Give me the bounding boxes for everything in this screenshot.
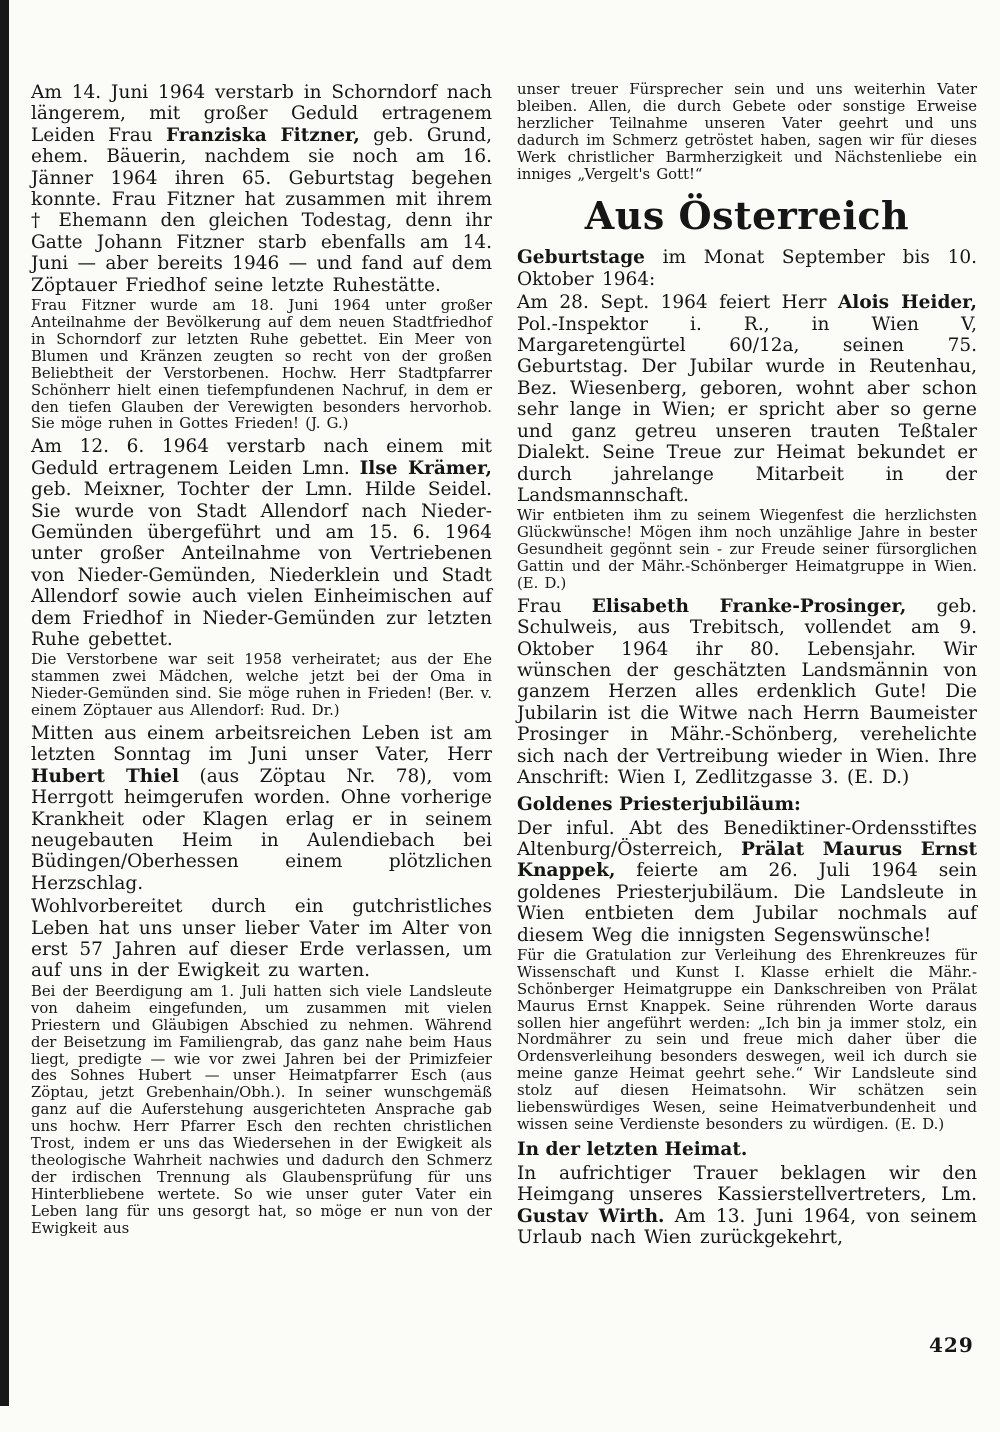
heading-goldenes-priesterjubilaeum: Goldenes Priesterjubiläum: [517,793,801,815]
heading-in-der-letzten-heimat: In der letzten Heimat. [517,1138,748,1160]
text-run: Frau [517,595,592,617]
text-run: geb. Schulweis, aus Trebitsch, vollendet am 9. Oktober 1964 ihr 80. Lebensjahr. Wir wünschen der geschätzten Landsmännin von ganzem Herzen alles erdenklich Gute! Die Jubilarin ist die Witwe nach Herrn Baumeister Prosinger in Mähr.-Schönberg, verehelichte sich nach der Vertreibung wieder in Wien. Ihre Anschrift: Wien I, Zedlitzgasse 3. (E. D.) [517,595,977,789]
text-run: geb. Grund, ehem. Bäuerin, nachdem sie noch am 16. Jänner 1964 ihren 65. Geburtstag begehen konnte. Frau Fitzner hat zusammen mit ihrem † Ehemann den gleichen Todestag, denn ihr Gatte Johann Fitzner starb ebenfalls am 14. Juni — aber bereits 1946 — und fand auf dem Zöptauer Friedhof seine letzte Ruhestätte. [31,124,493,296]
text-run: Pol.-Inspektor i. R., in Wien V, Margaretengürtel 60/12a, seinen 75. Geburtstag. Der Jubilar wurde in Reutenhau, Bez. Wiesenberg, geboren, wohnt aber schon sehr lange in Wien; er spricht aber so gerne und ganz getreu unseren trauten Teßtaler Dialekt. Seine Treue zur Heimat bekundet er durch jahrelange Mitarbeit in der Landsmannschaft. [517,313,977,506]
obituary-wirth [517,1163,977,1249]
obituary-kraemer [31,436,492,650]
birthdays-intro [517,247,977,290]
name-gustav-wirth: Gustav Wirth. [517,1205,665,1227]
name-alois-heider: Alois Heider, [837,292,977,314]
name-maurus-ernst-knappek: Prälat Maurus Ernst Knappek, [517,838,977,882]
text-run: Am 13. Juni 1964, von seinem Urlaub nach Wien zurückgekehrt, [517,1205,977,1249]
page-number: 429 [929,1333,974,1357]
scan-binding-shadow [0,0,9,1406]
text-run: Am 14. Juni 1964 verstarb in Schorndorf nach längerem, mit großer Geduld ertragenem Leiden Frau [31,82,492,146]
name-hubert-thiel: Hubert Thiel [31,765,180,787]
birthday-heider [517,292,977,506]
text-run: geb. Meixner, Tochter der Lmn. Hilde Seidel. Sie wurde von Stadt Allendorf nach Nieder-Gemünden übergeführt und am 15. 6. 1964 unter großer Anteilnahme von Vertriebenen von Nieder-Gemünden, Niederklein und Stadt Allendorf sowie auch vielen Einheimischen auf dem Friedhof in Nieder-Gemünden zur letzten Ruhe gebettet. [31,479,492,650]
birthdays-label: Geburtstage [517,247,645,269]
name-elisabeth-franke-prosinger: Elisabeth Franke-Prosinger, [591,595,907,617]
name-franziska-fitzner: Franziska Fitzner, [165,124,360,146]
section-heading-aus-oesterreich: Aus Österreich [584,193,910,239]
text-run: feierte am 26. Juli 1964 sein goldenes Priesterjubiläum. Die Landsleute in Wien entbieten dem Jubilar nochmals auf diesem Weg die innigsten Segenswünsche! [517,860,977,946]
obituary-thiel-continuation: Wohlvorbereitet durch ein gutchristliches Leben hat uns unser lieber Vater im Alter von erst 57 Jahren auf dieser Erde verlassen, um auf uns in der Ewigkeit zu warten. [31,896,492,982]
obituary-thiel-burial-report: Bei der Beerdigung am 1. Juli hatten sich viele Landsleute von daheim eingefunden, um zusammen mit vielen Priestern und Gläubigen Abschied zu nehmen. Während der Beisetzung im Familiengrab, das ganz nahe beim Haus liegt, predigte — wie vor zwei Jahren bei der Primizfeier des Sohnes Hubert — unser Heimatpfarrer Esch (aus Zöptau, jetzt Grebenhain/Obh.). In seiner wunschgemäß ganz auf die Auferstehung ausgerichteten Ansprache gab uns hochw. Herr Pfarrer Esch den rechten christlichen Trost, indem er uns das Wiedersehen in der Ewigkeit als theologische Wahrheit nachwies und dadurch den Schmerz der irdischen Trennung als Glaubensprüfung für uns Hinterbliebene wertete. So wie unser guter Vater ein Leben lang für uns gesorgt hat, so möge er nun von der Ewigkeit aus [31,982,492,1237]
right-column [517,82,977,1251]
obituary-kraemer-family-note: Die Verstorbene war seit 1958 verheiratet; aus der Ehe stammen zwei Mädchen, welche jetzt bei der Oma in Nieder-Gemünden sind. Sie möge ruhen in Frieden! (Ber. v. einem Zöptauer aus Allendorf: Rud. Dr.) [31,651,492,720]
obituary-fitzner [31,82,492,296]
name-ilse-kraemer: Ilse Krämer, [359,457,492,479]
left-column [31,82,492,1240]
jubilee-knappek-note: Für die Gratulation zur Verleihung des Ehrenkreuzes für Wissenschaft und Kunst I. Klasse erhielt die Mähr.-Schönberger Heimatgruppe ein Dankschreiben von Prälat Maurus Ernst Knappek. Seine rührenden Worte daraus sollen hier angeführt werden: „Ich bin ja immer stolz, ein Nordmährer zu sein und freue mich daher über die Ordensverleihung besonders deswegen, weil ich durch sie meine ganze Heimat geehrt sehe.“ Wir Landsleute sind stolz auf diesen Heimatsohn. Wir schätzen sein liebenswürdiges Wesen, seine Heimatverbundenheit und wissen seine Verdienste besonders zu würdigen. (E. D.) [517,946,977,1133]
birthday-franke-prosinger [517,596,977,789]
birthday-heider-wishes: Wir entbieten ihm zu seinem Wiegenfest die herzlichsten Glückwünsche! Mögen ihm noch unzählige Jahre in bester Gesundheit gegönnt sein - zur Freude seiner fürsorglichen Gattin und der Mähr.-Schönberger Heimatgruppe in Wien. (E. D.) [517,507,977,592]
obituary-fitzner-burial-report: Frau Fitzner wurde am 18. Juni 1964 unter großer Anteilnahme der Bevölkerung auf dem neuen Stadtfriedhof in Schorndorf zur letzten Ruhe gebettet. Ein Meer von Blumen und Kränzen zeugten so recht von der großen Beliebtheit der Verstorbenen. Hochw. Herr Stadtpfarrer Schönherr hielt einen tiefempfundenen Nachruf, in dem er den tiefen Glauben der Verewigten besonders hervorhob. Sie möge ruhen in Gottes Frieden! (J. G.) [31,297,492,433]
obituary-thiel-closing: unser treuer Fürsprecher sein und uns weiterhin Vater bleiben. Allen, die durch Gebete oder sonstige Erweise herzlicher Teilnahme unseren Vater geehrt und uns dadurch im Schmerz getröstet haben, sagen wir für dieses Werk christlicher Barmherzigkeit und Nächstenliebe ein inniges „Vergelt's Gott!“ [517,81,977,183]
text-run: im Monat September bis 10. Oktober 1964: [517,247,977,290]
text-run: Der inful. Abt des Benediktiner-Ordensstiftes Altenburg/Österreich, [517,817,977,860]
text-run: Am 12. 6. 1964 verstarb nach einem mit Geduld ertragenem Leiden Lmn. [31,436,492,479]
text-run: (aus Zöptau Nr. 78), vom Herrgott heimgerufen worden. Ohne vorherige Krankheit oder Klagen erlag er in seinem neugebauten Heim in Aulendiebach bei Büdingen/Oberhessen einem plötzlichen Herzschlag. [31,765,492,894]
jubilee-knappek [517,818,977,946]
text-run: Am 28. Sept. 1964 feiert Herr [517,292,838,314]
obituary-thiel [31,723,492,894]
text-run: In aufrichtiger Trauer beklagen wir den Heimgang unseres Kassierstellvertreters, Lm. [517,1162,977,1206]
text-run: Mitten aus einem arbeitsreichen Leben ist am letzten Sonntag im Juni unser Vater, Herr [31,723,492,766]
